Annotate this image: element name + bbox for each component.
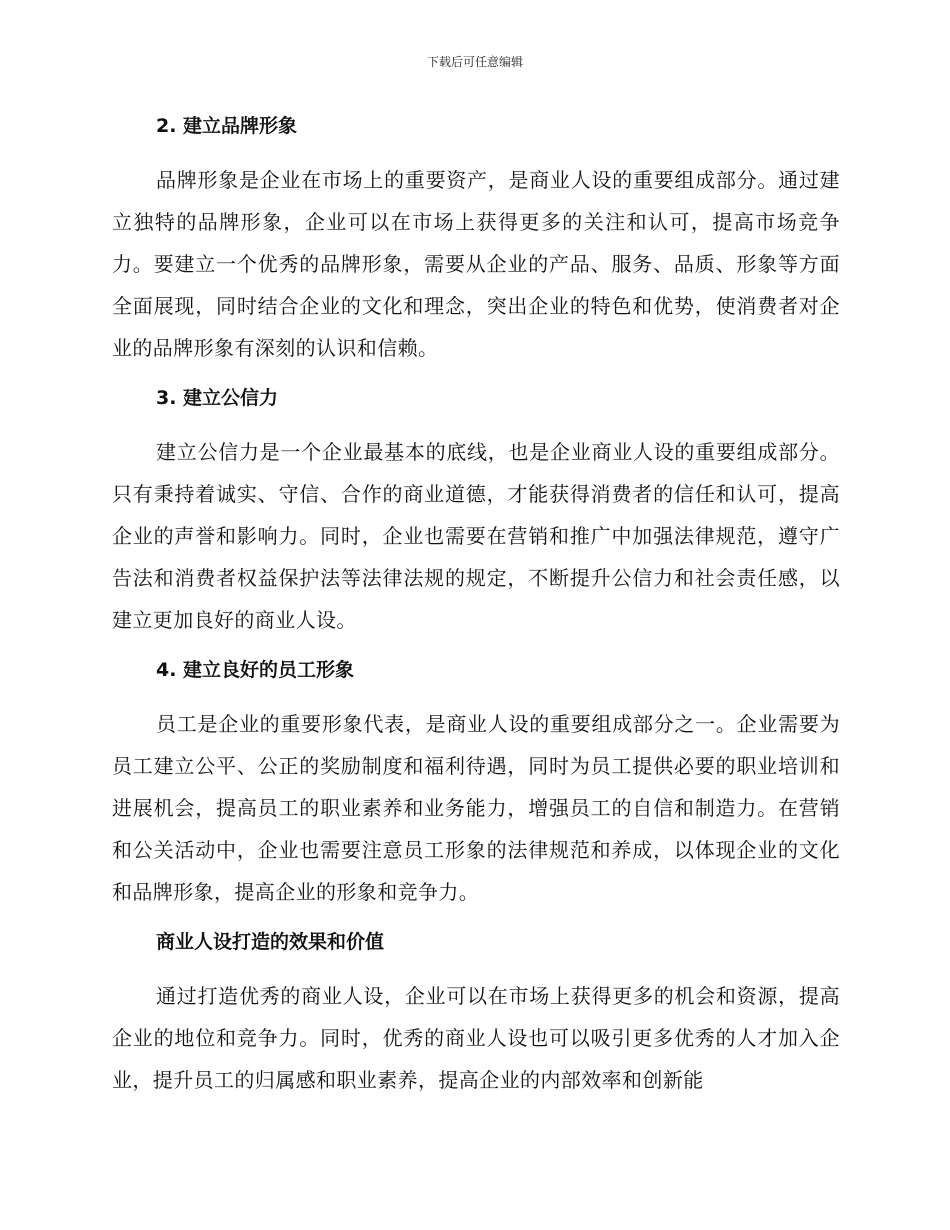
section-heading: 2. 建立品牌形象	[156, 115, 298, 137]
section-heading: 商业人设打造的效果和价值	[156, 931, 385, 953]
page-header: 下载后可任意编辑	[426, 55, 523, 69]
section-employee-image	[112, 655, 840, 913]
section-paragraph: 建立公信力是一个企业最基本的底线，也是企业商业人设的重要组成部分。只有秉持着诚实、守信、合作的商业道德，才能获得消费者的信任和认可，提高企业的声誉和影响力。同时，企业也需要在营销和推广中加强法律规范，遵守广告法和消费者权益保护法等法律法规的规定，不断提升公信力和社会责任感，以建立更加良好的商业人设。	[112, 440, 840, 632]
section-paragraph: 通过打造优秀的商业人设，企业可以在市场上获得更多的机会和资源，提高企业的地位和竞争力。同时，优秀的商业人设也可以吸引更多优秀的人才加入企业，提升员工的归属感和职业素养，提高企业的内部效率和创新能	[112, 984, 840, 1092]
document-body	[112, 111, 840, 1115]
section-heading: 4. 建立良好的员工形象	[156, 659, 355, 681]
section-effects-value	[112, 927, 840, 1101]
section-credibility	[112, 383, 840, 641]
section-paragraph: 员工是企业的重要形象代表，是商业人设的重要组成部分之一。企业需要为员工建立公平、公正的奖励制度和福利待遇，同时为员工提供必要的职业培训和进展机会，提高员工的职业素养和业务能力，增强员工的自信和制造力。在营销和公关活动中，企业也需要注意员工形象的法律规范和养成，以体现企业的文化和品牌形象，提高企业的形象和竞争力。	[112, 712, 840, 904]
section-paragraph: 品牌形象是企业在市场上的重要资产，是商业人设的重要组成部分。通过建立独特的品牌形象，企业可以在市场上获得更多的关注和认可，提高市场竞争力。要建立一个优秀的品牌形象，需要从企业的产品、服务、品质、形象等方面全面展现，同时结合企业的文化和理念，突出企业的特色和优势，使消费者对企业的品牌形象有深刻的认识和信赖。	[112, 168, 840, 360]
section-brand-image	[112, 111, 840, 369]
section-heading: 3. 建立公信力	[156, 387, 279, 409]
